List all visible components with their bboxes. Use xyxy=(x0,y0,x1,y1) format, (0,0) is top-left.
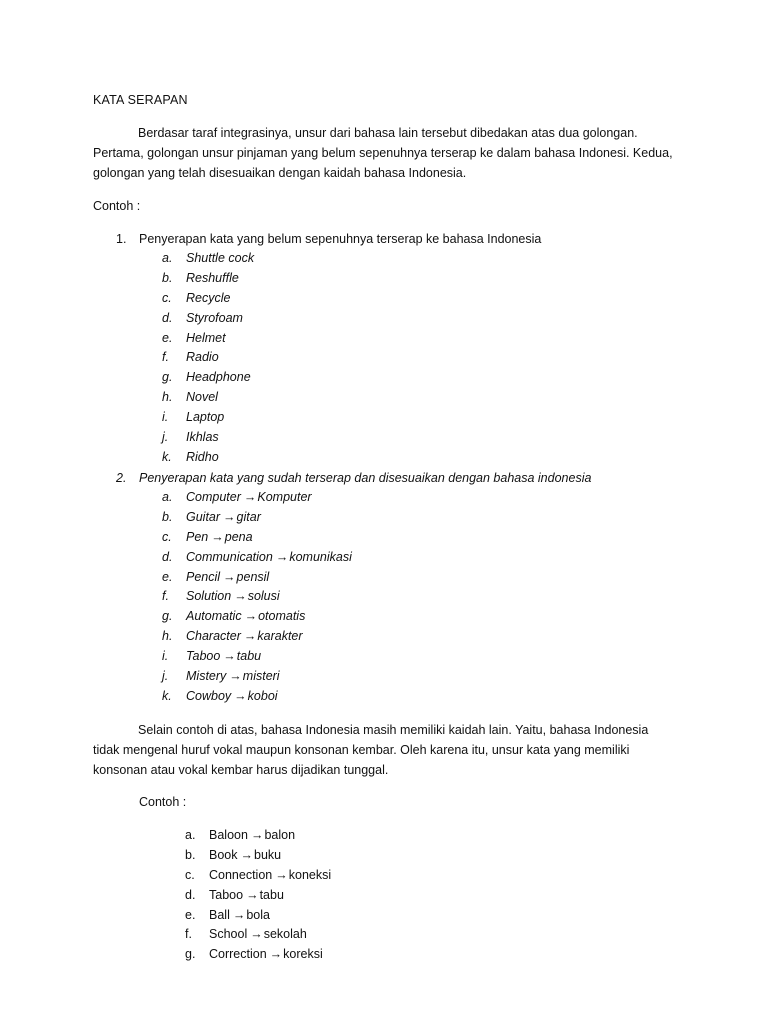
list-marker: h. xyxy=(162,390,173,405)
list-marker: d. xyxy=(185,887,196,902)
source-word: Baloon xyxy=(209,828,248,842)
target-word: koneksi xyxy=(288,867,332,882)
list-marker: h. xyxy=(162,629,173,644)
target-word: koboi xyxy=(247,688,278,703)
list-marker: f. xyxy=(162,589,169,604)
intro-text: Berdasar taraf integrasinya, unsur dari bahasa lain tersebut dibedakan atas dua golongan. Pertama, golongan unsur pinjaman yang belum sepenuhnya terserap ke dalam bahasa Indonesi. Kedua, golongan yang telah disesuaikan dengan kaidah bahasa Indonesia. xyxy=(93,126,673,180)
target-word: komunikasi xyxy=(289,549,352,564)
document-title: KATA SERAPAN xyxy=(93,93,188,107)
list-marker: j. xyxy=(162,669,169,684)
section2-heading: Penyerapan kata yang sudah terserap dan disesuaikan dengan bahasa indonesia xyxy=(139,471,592,485)
source-word: Guitar xyxy=(186,509,221,524)
list-marker: a. xyxy=(162,251,173,265)
arrow-right-icon: → xyxy=(243,490,257,504)
arrow-right-icon: → xyxy=(211,529,224,544)
list-marker: c. xyxy=(162,529,172,544)
arrow-right-icon: → xyxy=(232,907,246,922)
source-word: Taboo xyxy=(186,649,221,664)
list-marker: e. xyxy=(185,907,196,922)
source-word: Cowboy xyxy=(186,688,232,703)
target-word: balon xyxy=(264,828,296,842)
list-marker: c. xyxy=(162,290,172,305)
source-word: Solution xyxy=(186,589,232,604)
list-marker: a. xyxy=(185,828,196,842)
list-marker: j. xyxy=(162,430,169,445)
arrow-right-icon: → xyxy=(234,688,247,703)
source-word: Computer xyxy=(186,490,241,504)
section1-heading: Penyerapan kata yang belum sepenuhnya terserap ke bahasa Indonesia xyxy=(139,232,542,246)
list-item-text: Laptop xyxy=(186,410,225,425)
list-marker: f. xyxy=(185,927,192,942)
target-word: pensil xyxy=(236,569,270,584)
source-word: Pencil xyxy=(186,569,221,584)
section1-number: 1. xyxy=(116,232,127,246)
list-item-text: Helmet xyxy=(186,330,226,345)
source-word: Communication xyxy=(186,549,273,564)
intro-paragraph xyxy=(93,123,673,183)
list-item-text: Radio xyxy=(186,350,219,365)
target-word: tabu xyxy=(259,887,284,902)
list-marker: k. xyxy=(162,688,172,703)
list-marker: b. xyxy=(162,509,173,524)
list-item-text: Shuttle cock xyxy=(186,251,255,265)
list-marker: g. xyxy=(162,609,173,624)
list-item-text: Ikhlas xyxy=(186,430,219,445)
target-word: solusi xyxy=(247,589,280,604)
rule-text: Selain contoh di atas, bahasa Indonesia masih memiliki kaidah lain. Yaitu, bahasa Indonesia tidak mengenal huruf vokal maupun konsonan kembar. Oleh karena itu, unsur kata yang memiliki konsonan atau vokal kembar harus dijadikan tunggal. xyxy=(93,723,649,777)
rule-paragraph xyxy=(93,720,673,780)
list-marker: g. xyxy=(185,947,196,962)
arrow-right-icon: → xyxy=(275,549,289,564)
source-word: Taboo xyxy=(209,887,244,902)
target-word: tabu xyxy=(236,649,262,664)
target-word: misteri xyxy=(242,669,280,684)
source-word: Ball xyxy=(209,907,230,922)
list-marker: a. xyxy=(162,490,173,504)
list-item-text: Headphone xyxy=(186,370,251,385)
arrow-right-icon: → xyxy=(244,609,258,624)
example-label: Contoh : xyxy=(93,199,141,213)
list-marker: g. xyxy=(162,370,173,385)
list-marker: d. xyxy=(162,549,173,564)
arrow-right-icon: → xyxy=(269,947,283,962)
example-label-2: Contoh : xyxy=(139,795,187,809)
target-word: bola xyxy=(246,907,270,922)
source-word: School xyxy=(209,927,248,942)
list-item-text: Ridho xyxy=(186,449,219,464)
arrow-right-icon: → xyxy=(223,509,236,524)
source-word: Connection xyxy=(209,867,273,882)
list-marker: i. xyxy=(162,410,169,425)
list-marker: d. xyxy=(162,310,173,325)
list-marker: b. xyxy=(185,847,196,862)
list-item-text: Styrofoam xyxy=(186,310,243,325)
arrow-right-icon: → xyxy=(223,649,236,664)
list-item-text: Novel xyxy=(186,390,218,405)
arrow-right-icon: → xyxy=(234,589,247,604)
source-word: Automatic xyxy=(186,609,242,624)
target-word: sekolah xyxy=(263,927,307,942)
list-marker: e. xyxy=(162,330,173,345)
arrow-right-icon: → xyxy=(250,927,263,942)
list-item-text: Recycle xyxy=(186,290,231,305)
source-word: Pen xyxy=(186,529,209,544)
list-marker: b. xyxy=(162,270,173,285)
target-word: karakter xyxy=(257,629,303,644)
arrow-right-icon: → xyxy=(223,569,236,584)
target-word: pena xyxy=(224,529,253,544)
source-word: Correction xyxy=(209,947,267,962)
arrow-right-icon: → xyxy=(240,847,253,862)
arrow-right-icon: → xyxy=(246,887,259,902)
target-word: koreksi xyxy=(283,947,323,962)
arrow-right-icon: → xyxy=(275,867,288,882)
target-word: otomatis xyxy=(258,609,306,624)
list-marker: c. xyxy=(185,867,195,882)
arrow-right-icon: → xyxy=(229,669,242,684)
source-word: Character xyxy=(186,629,241,644)
source-word: Book xyxy=(209,847,238,862)
list-marker: f. xyxy=(162,350,169,365)
target-word: gitar xyxy=(236,509,261,524)
list-item-text: Reshuffle xyxy=(186,270,239,285)
arrow-right-icon: → xyxy=(250,828,264,842)
source-word: Mistery xyxy=(186,669,227,684)
list-marker: k. xyxy=(162,449,172,464)
list-marker: e. xyxy=(162,569,173,584)
target-word: Komputer xyxy=(257,490,312,504)
list-marker: i. xyxy=(162,649,169,664)
section2-number: 2. xyxy=(116,471,127,485)
arrow-right-icon: → xyxy=(243,629,257,644)
target-word: buku xyxy=(254,847,282,862)
